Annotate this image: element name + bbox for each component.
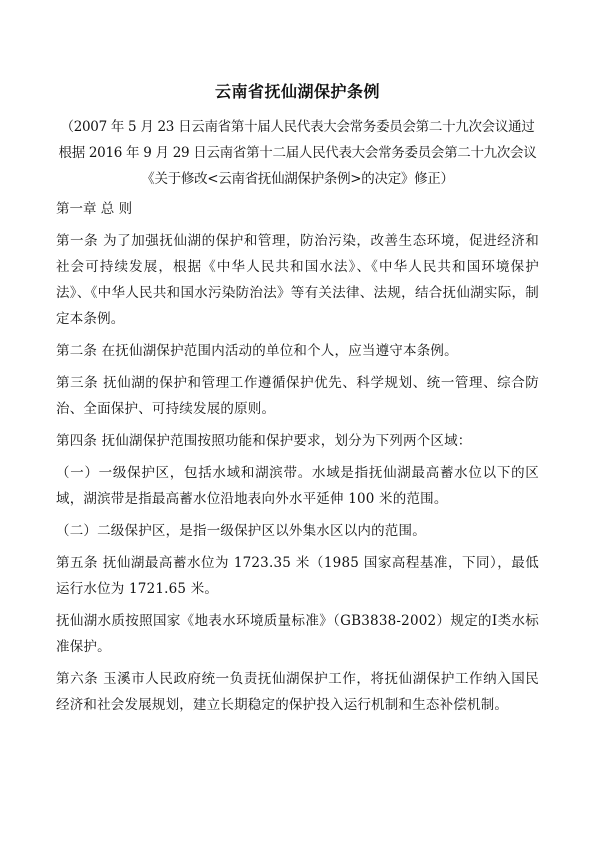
document-subtitle (56, 114, 539, 192)
article-2: 第二条 在抚仙湖保护范围内活动的单位和个人，应当遵守本条例。 (56, 343, 458, 359)
article-5: 第五条 抚仙湖最高蓄水位为 1723.35 米（1985 国家高程基准，下同），最低运行水位为 1721.65 米。 (56, 555, 539, 597)
subtitle-line-3: 《关于修改<云南省抚仙湖保护条例>的决定》修正） (141, 171, 454, 187)
article-3: 第三条 抚仙湖的保护和管理工作遵循保护优先、科学规划、统一管理、综合防治、全面保护、可持续发展的原则。 (56, 375, 539, 417)
article-4: 第四条 抚仙湖保护范围按照功能和保护要求，划分为下列两个区域： (56, 433, 472, 449)
article-5-water-quality: 抚仙湖水质按照国家《地表水环境质量标准》（GB3838-2002）规定的Ⅰ类水标准保护。 (56, 613, 539, 655)
article-4-item-2: （二）二级保护区，是指一级保护区以外集水区以内的范围。 (56, 523, 426, 539)
subtitle-line-1: （2007 年 5 月 23 日云南省第十届人民代表大会常务委员会第二十九次会议通过 (60, 119, 535, 135)
chapter-heading: 第一章 总 则 (56, 201, 133, 217)
subtitle-line-2: 根据 2016 年 9 月 29 日云南省第十二届人民代表大会常务委员会第二十九次会议 (58, 145, 537, 161)
article-4-item-1: （一）一级保护区，包括水域和湖滨带。水域是指抚仙湖最高蓄水位以下的区域，湖滨带是指最高蓄水位沿地表向外水平延伸 100 米的范围。 (56, 465, 539, 507)
article-6: 第六条 玉溪市人民政府统一负责抚仙湖保护工作，将抚仙湖保护工作纳入国民经济和社会发展规划，建立长期稳定的保护投入运行机制和生态补偿机制。 (56, 671, 539, 713)
document-title: 云南省抚仙湖保护条例 (214, 82, 380, 101)
article-1: 第一条 为了加强抚仙湖的保护和管理，防治污染，改善生态环境，促进经济和社会可持续发展，根据《中华人民共和国水法》、《中华人民共和国环境保护法》、《中华人民共和国水污染防治法》等有关法律、法规，结合抚仙湖实际，制定本条例。 (56, 233, 539, 327)
